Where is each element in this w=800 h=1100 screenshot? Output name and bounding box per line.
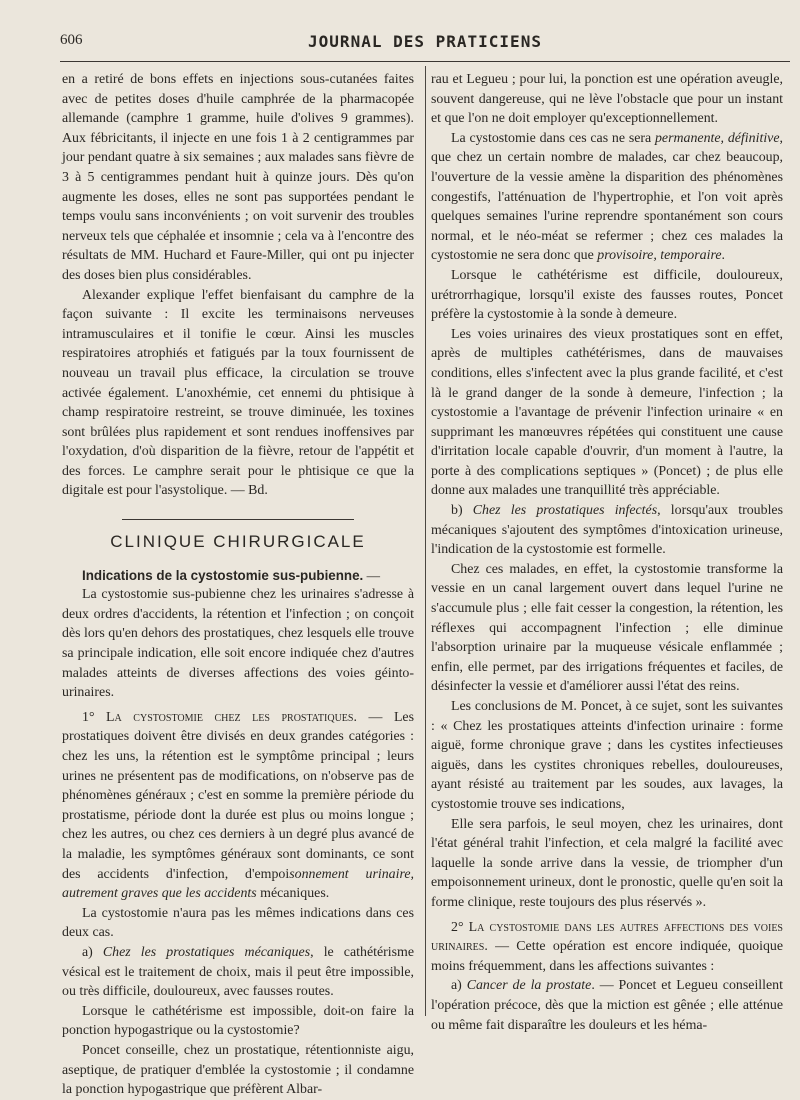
right-column (431, 70, 783, 1035)
article-heading (62, 566, 414, 586)
page-header (60, 32, 790, 58)
paragraph: La cystostomie dans ces cas ne sera permanente, définitive, que chez un certain nombre de malades, car chez beaucoup, l'ouverture de la vessie amène la disparition des phénomènes congestifs, l'atténuation de l'hypertrophie, et l'on voit après quelques semaines l'urine reprendre spontanément son cours normal, et le néo-méat se refermer ; chez ces malades la cystostomie ne sera donc que provisoire, temporaire. (431, 130, 783, 264)
column-divider (425, 66, 426, 1016)
paragraph: Elle sera parfois, le seul moyen, chez les urinaires, dont l'état général trahit l'infection, et cela malgré la facilité avec laquelle la sonde arrive dans la vessie, de triompher d'un empoisonnement urineux, dont le pronostic, quelle qu'en soit la forme clinique, reste toujours des plus réservés ». (431, 816, 784, 910)
page-number: 606 (60, 32, 83, 48)
subsection-lead: 2° La cystostomie dans les autres affections des voies urinaires. (431, 919, 783, 955)
paragraph: 1° La cystostomie chez les prostatiques. — Les prostatiques doivent être divisés en deux grandes catégories : chez les uns, la rétention est le symptôme principal ; leurs urines ne présentent pas de modifications, on n'observe pas de phénomènes généraux ; c'est en somme la première période du prostatisme, période dont la durée est plus ou moins longue ; chez les autres, ou chez ces derniers à un degré plus avancé de la maladie, les symptômes généraux sont dominants, ce sont des accidents d'infection, d'empoisonnement urinaire, autrement graves que les accidents mécaniques. (62, 709, 414, 902)
section-heading-block (62, 519, 414, 552)
paragraph: Lorsque le cathétérisme est impossible, doit-on faire la ponction hypogastrique ou la cystostomie? (62, 1003, 414, 1039)
subsection-lead: 1° La cystostomie chez les prostatiques. (82, 709, 357, 725)
paragraph: Lorsque le cathétérisme est difficile, douloureux, urétrorrhagique, lorsqu'il existe des fausses routes, Poncet préfère la cystostomie à la sonde à demeure. (431, 267, 783, 323)
paragraph: La cystostomie n'aura pas les mêmes indications dans ces deux cas. (62, 905, 414, 941)
left-column (62, 70, 414, 1100)
article-title: Indications de la cystostomie sus-pubienne. (82, 567, 364, 583)
paragraph: a) Chez les prostatiques mécaniques, le cathétérisme vésical est le traitement de choix, mais il peut être impossible, ou très difficile, douloureux, avec fausses routes. (62, 944, 414, 1000)
paragraph: 2° La cystostomie dans les autres affections des voies urinaires. — Cette opération est encore indiquée, quoique moins fréquemment, dans les affections suivantes : (431, 919, 783, 974)
section-rule (122, 519, 354, 520)
paragraph: a) Cancer de la prostate. — Poncet et Legueu conseillent l'opération précoce, dès que la miction est gênée ; elle atténue ou même fait disparaître les douleurs et les héma- (431, 978, 783, 1033)
paragraph: Chez ces malades, en effet, la cystostomie transforme la vessie en un canal largement ouvert dans lequel l'urine ne s'accumule plus ; elle fait cesser la congestion, la rétention, les réflexes qui accompagnent l'infection ; elle diminue l'absorption urinaire par la muqueuse vésicale enflammée ; enfin, elle permet, par des irrigations fréquentes et faciles, de désinfecter la vessie et d'améliorer aussi l'état des reins. (431, 561, 783, 695)
section-title: CLINIQUE CHIRURGICALE (110, 532, 366, 552)
paragraph: b) Chez les prostatiques infectés, lorsqu'aux troubles mécaniques s'ajoutent des symptômes d'intoxication urineuse, l'indication de la cystostomie est formelle. (431, 503, 783, 558)
paragraph: La cystostomie sus-pubienne chez les urinaires s'adresse à deux ordres d'accidents, la rétention et l'infection ; on conçoit dès lors qu'en dehors des prostatiques, chez lesquels elle trouve sa principale indication, elle soit encore indiquée chez d'autres malades atteints de diverses affections des voies géinto-urinaires. (62, 587, 414, 701)
paragraph: Poncet conseille, chez un prostatique, rétentionniste aigu, aseptique, de pratiquer d'emblée la cystostomie ; il condamne la ponction hypogastrique que préfèrent Albar- (62, 1042, 414, 1098)
paragraph: Alexander explique l'effet bienfaisant du camphre de la façon suivante : Il excite les terminaisons nerveuses intramusculaires et il tonifie le cœur. Ainsi les muscles respiratoires atrophiés et fatigués par la toux fournissent de nouveau un travail plus efficace, la circulation se trouve activée également. L'anoxhémie, cet ennemi du phtisique à champ respiratoire restreint, se trouve diminuée, les toxines sont brûlées plus rapidement et sont rendues inoffensives par l'oxydation, d'où disparition de la fièvre, retour de l'appétit et des forces. Le camphre serait pour le phtisique ce que la digitale est pour l'asystolique. — Bd. (62, 287, 414, 499)
journal-title: JOURNAL DES PRATICIENS (308, 32, 542, 51)
article-title-dash: — (363, 567, 381, 583)
header-rule (60, 61, 790, 62)
paragraph: rau et Legueu ; pour lui, la ponction est une opération aveugle, souvent dangereuse, qui ne lève l'obstacle que pour un instant et que l'on ne doit employer qu'exceptionnellement. (431, 72, 783, 127)
paragraph: Les conclusions de M. Poncet, à ce sujet, sont les suivantes : « Chez les prostatiques atteints d'infection urinaire : forme aiguë, forme chronique grave ; dans les cystites infectieuses aiguës, dans les cystites chroniques rebelles, douloureuses, ayant résisté au traitement par les soudes, aux lavages, la cystostomie trouve ses indications, (431, 699, 783, 812)
paragraph: Les voies urinaires des vieux prostatiques sont en effet, après de multiples cathétérismes, dans de mauvaises conditions, elles s'infectent avec la plus grande facilité, et c'est là le grand danger de la sonde à demeure, l'infection ; la cystostomie a l'avantage de prévenir l'infection urinaire « en supprimant les manœuvres répétées qui constituent une cause d'irritation locale capable d'ouvrir, d'un moment à l'autre, la porte à des complications septiques » (Poncet) ; de plus elle donne aux malades une tranquillité très appréciable. (431, 326, 783, 499)
paragraph: en a retiré de bons effets en injections sous-cutanées faites avec de petites doses d'huile camphrée de la pharmacopée allemande (camphre 1 gramme, huile d'olives 9 grammes). Aux fébricitants, il injecte en une fois 1 à 2 centigrammes par jour pendant quatre à six semaines ; aux malades sans fièvre de 3 à 5 centigrammes pendant huit à quinze jours. Dès qu'on augmente les doses, elles ne sont pas supportées pendant le temps voulu sans inconvénients ; on voit survenir des troubles nerveux tels que céphalée et insomnie ; cela va à l'encontre des résultats de MM. Huchard et Faure-Miller, qui ont pu injecter des doses bien plus considérables. (62, 72, 414, 283)
